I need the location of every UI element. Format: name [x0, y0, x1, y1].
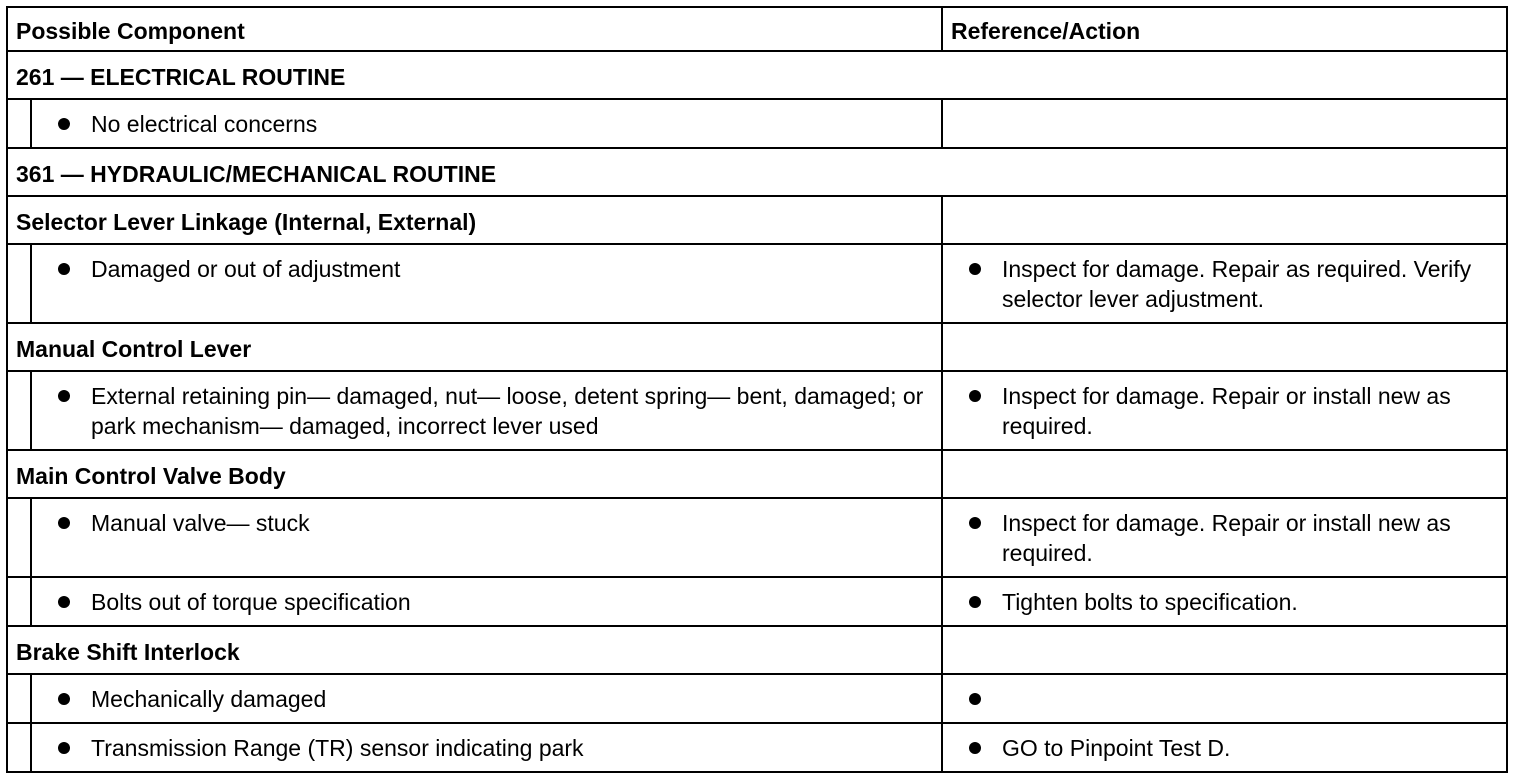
component-text: Bolts out of torque specification: [91, 589, 411, 615]
action-text: Inspect for damage. Repair or install new as required.: [1002, 383, 1451, 439]
bullet-icon: [969, 517, 981, 529]
bullet-icon: [58, 693, 70, 705]
group-row: [7, 323, 1507, 371]
group-title: Main Control Valve Body: [7, 450, 942, 498]
bullet-icon: [58, 596, 70, 608]
bullet-icon: [969, 693, 981, 705]
table-row: [7, 244, 1507, 323]
component-text: Damaged or out of adjustment: [91, 256, 401, 282]
section-title: 261 — ELECTRICAL ROUTINE: [7, 51, 1507, 99]
bullet-icon: [58, 118, 70, 130]
group-title: Selector Lever Linkage (Internal, External): [7, 196, 942, 244]
component-text: Manual valve— stuck: [91, 510, 310, 536]
section-row: [7, 148, 1507, 196]
component-text: Transmission Range (TR) sensor indicating park: [91, 735, 584, 761]
table-row: [7, 577, 1507, 626]
table-row: [7, 371, 1507, 450]
section-row: [7, 51, 1507, 99]
section-title: 361 — HYDRAULIC/MECHANICAL ROUTINE: [7, 148, 1507, 196]
bullet-icon: [58, 742, 70, 754]
table-row: [7, 498, 1507, 577]
bullet-icon: [58, 263, 70, 275]
action-text: GO to Pinpoint Test D.: [1002, 735, 1231, 761]
action-text: [1002, 684, 1498, 705]
component-text: Mechanically damaged: [91, 686, 327, 712]
table-row: [7, 723, 1507, 772]
table-header-row: [7, 7, 1507, 51]
diagnostic-table: [6, 6, 1508, 773]
action-text: Inspect for damage. Repair as required. Verify selector lever adjustment.: [1002, 256, 1472, 312]
action-text: Tighten bolts to specification.: [1002, 589, 1298, 615]
component-text: No electrical concerns: [91, 111, 318, 137]
group-row: [7, 626, 1507, 674]
bullet-icon: [969, 263, 981, 275]
table-row: [7, 99, 1507, 148]
bullet-icon: [969, 390, 981, 402]
header-reference-action: Reference/Action: [942, 7, 1507, 51]
component-text: External retaining pin— damaged, nut— loose, detent spring— bent, damaged; or park mechanism— damaged, incorrect lever used: [91, 383, 924, 439]
header-possible-component: Possible Component: [7, 7, 942, 51]
group-row: [7, 196, 1507, 244]
action-text: Inspect for damage. Repair or install new as required.: [1002, 510, 1451, 566]
bullet-icon: [58, 390, 70, 402]
group-title: Manual Control Lever: [7, 323, 942, 371]
table-row: [7, 674, 1507, 723]
group-row: [7, 450, 1507, 498]
group-title: Brake Shift Interlock: [7, 626, 942, 674]
bullet-icon: [58, 517, 70, 529]
bullet-icon: [969, 596, 981, 608]
bullet-icon: [969, 742, 981, 754]
